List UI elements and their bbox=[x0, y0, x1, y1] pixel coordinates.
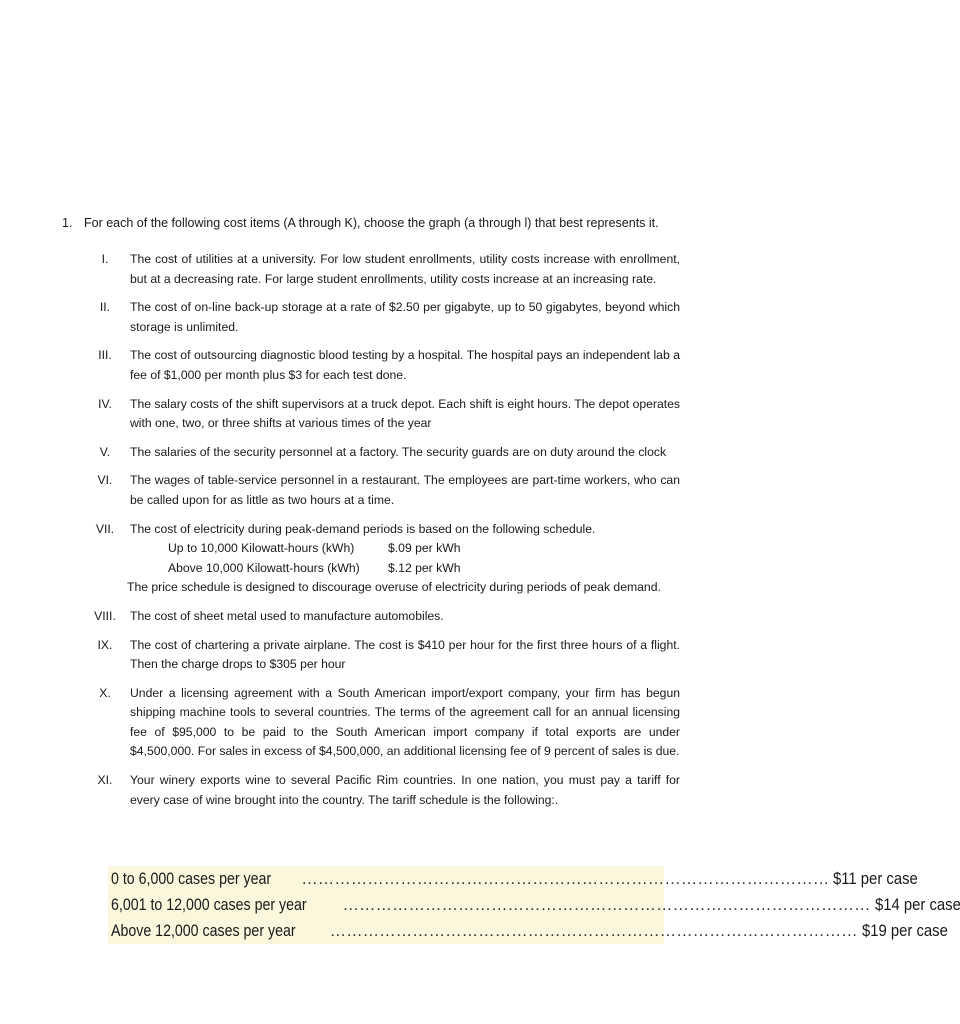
rate-row bbox=[130, 559, 680, 579]
item-text: The salary costs of the shift supervisors at a truck depot. Each shift is eight hours. The depot operates with one, two, or three shifts at various times of the year bbox=[130, 396, 680, 431]
tariff-row bbox=[108, 918, 948, 944]
item-text: The wages of table-service personnel in a restaurant. The employees are part-time workers, who can be called upon for as little as two hours at a time. bbox=[130, 473, 680, 507]
item-numeral: III. bbox=[98, 348, 112, 363]
cost-item bbox=[80, 443, 680, 463]
item-numeral: IV. bbox=[98, 396, 112, 411]
tariff-row bbox=[108, 892, 960, 918]
tariff-label: Above 12,000 cases per year bbox=[111, 922, 296, 940]
item-numeral: XI. bbox=[97, 773, 113, 788]
cost-item bbox=[80, 771, 680, 810]
cost-item bbox=[80, 471, 680, 510]
question-number: 1. bbox=[62, 216, 73, 230]
rate-row bbox=[130, 539, 680, 559]
question-1 bbox=[62, 214, 702, 233]
item-numeral: IX. bbox=[97, 637, 113, 652]
item-text: The cost of chartering a private airplane. The cost is $410 per hour for the first three hours of a flight. Then the charge drops to $305 per hour bbox=[130, 637, 680, 672]
item-text: The cost of sheet metal used to manufacture automobiles. bbox=[130, 608, 444, 623]
rate-value: $.09 per kWh bbox=[388, 541, 461, 556]
cost-item bbox=[80, 636, 680, 675]
item-note: The price schedule is designed to discourage overuse of electricity during periods of peak demand. bbox=[127, 580, 661, 595]
item-numeral: I. bbox=[101, 252, 109, 266]
rate-label: Above 10,000 Kilowatt-hours (kWh) bbox=[168, 560, 360, 575]
leader-dots: …………………………………………………………………………………… bbox=[329, 922, 858, 940]
item-text: The cost of electricity during peak-demand periods is based on the following schedule. bbox=[130, 521, 596, 536]
item-numeral: VIII. bbox=[94, 608, 116, 623]
cost-item bbox=[80, 395, 680, 434]
cost-item bbox=[80, 250, 680, 289]
tariff-schedule bbox=[108, 866, 960, 944]
leader-dots: …………………………………………………………………………………… bbox=[342, 896, 871, 914]
item-text: Your winery exports wine to several Pacific Rim countries. In one nation, you must pay a tariff for every case of wine brought into the country. The tariff schedule is the following:. bbox=[130, 773, 680, 807]
tariff-label: 6,001 to 12,000 cases per year bbox=[111, 896, 307, 914]
item-text: The salaries of the security personnel at a factory. The security guards are on duty around the clock bbox=[130, 444, 667, 459]
item-numeral: II. bbox=[99, 300, 111, 315]
tariff-value: $19 per case bbox=[861, 922, 948, 940]
item-numeral: VII. bbox=[95, 521, 115, 536]
item-numeral: V. bbox=[99, 444, 111, 459]
cost-item bbox=[80, 684, 680, 762]
item-body bbox=[127, 520, 680, 598]
tariff-label: 0 to 6,000 cases per year bbox=[111, 870, 272, 888]
tariff-row bbox=[108, 866, 918, 892]
item-text: The cost of on-line back-up storage at a rate of $2.50 per gigabyte, up to 50 gigabytes, beyond which storage is unlimited. bbox=[130, 300, 680, 334]
cost-item bbox=[80, 298, 680, 337]
leader-dots: …………………………………………………………………………………… bbox=[301, 870, 830, 888]
rate-value: $.12 per kWh bbox=[388, 560, 461, 575]
rate-label: Up to 10,000 Kilowatt-hours (kWh) bbox=[168, 541, 355, 556]
cost-item-list bbox=[80, 250, 680, 819]
item-numeral: VI. bbox=[97, 473, 113, 488]
question-text: For each of the following cost items (A through K), choose the graph (a through l) that best represents it. bbox=[84, 216, 659, 230]
item-text: The cost of utilities at a university. For low student enrollments, utility costs increase with enrollment, but at a decreasing rate. For large student enrollments, utility costs increase at an increasing rate. bbox=[130, 252, 680, 286]
cost-item bbox=[80, 607, 680, 627]
item-text: The cost of outsourcing diagnostic blood testing by a hospital. The hospital pays an independent lab a fee of $1,000 per month plus $3 for each test done. bbox=[130, 348, 680, 382]
item-text: Under a licensing agreement with a South American import/export company, your firm has begun shipping machine tools to several countries. The terms of the agreement call for an annual licensing fee of $95,000 to be paid to the South American import company if total exports are under $4,500,000. For sales in excess of $4,500,000, an additional licensing fee of 9 percent of sales is due. bbox=[130, 685, 680, 759]
item-numeral: X. bbox=[99, 685, 111, 700]
cost-item bbox=[80, 346, 680, 385]
tariff-value: $11 per case bbox=[833, 870, 918, 888]
tariff-value: $14 per case bbox=[874, 896, 960, 914]
cost-item bbox=[80, 520, 680, 598]
